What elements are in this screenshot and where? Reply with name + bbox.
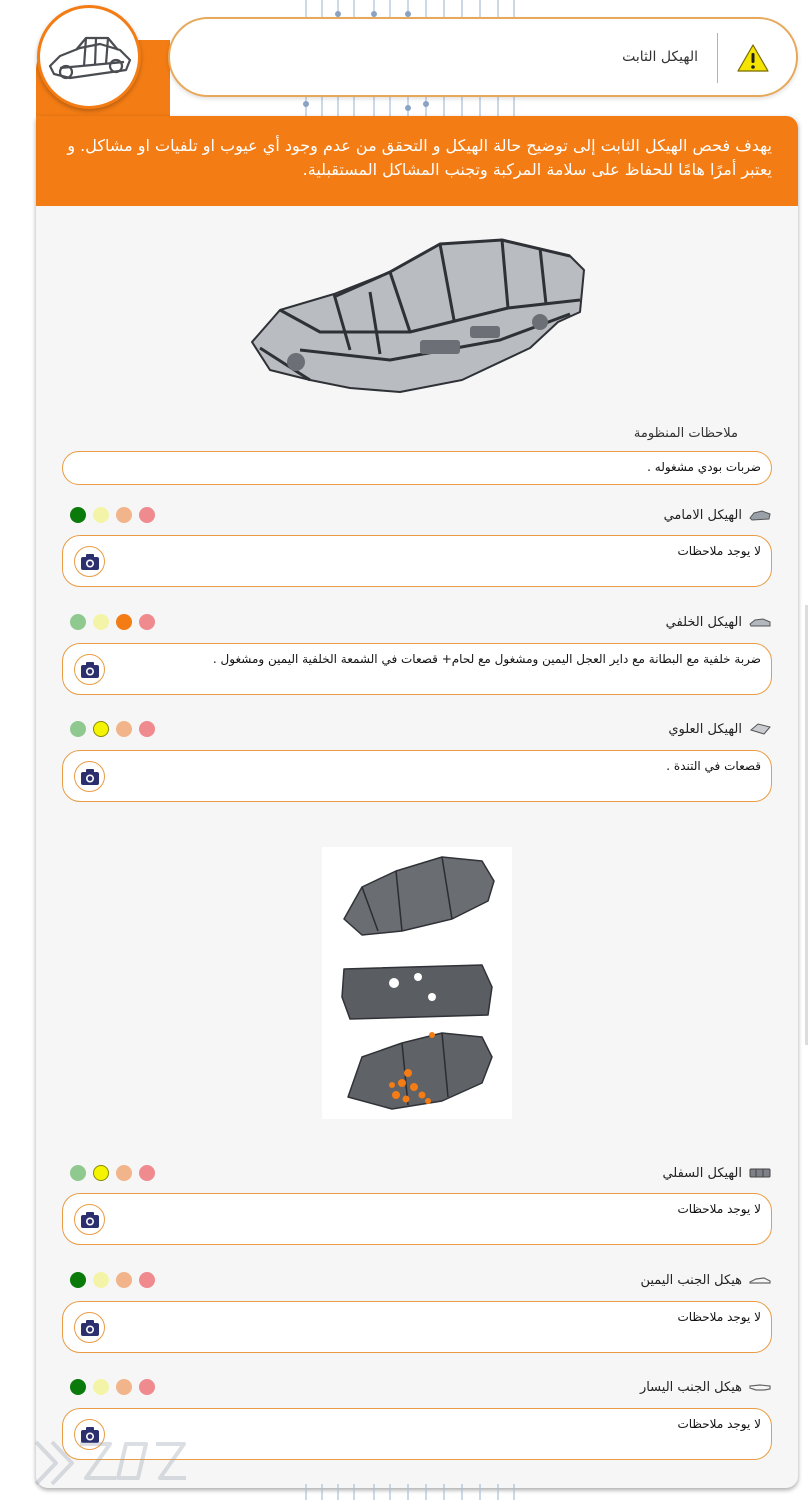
section-note-text: ضربة خلفية مع البطانة مع داير العجل اليمين ومشغول مع لحام+ قصعات في الشمعة الخلفية اليمين ومشغول . — [212, 652, 761, 666]
car-frame-avatar — [37, 5, 141, 109]
rating-dot-green[interactable] — [70, 614, 86, 630]
car-frame-thumbnail-icon — [40, 8, 138, 106]
camera-button[interactable] — [74, 654, 105, 685]
section-title-text: هيكل الجنب اليسار — [639, 1379, 742, 1395]
rating-dot-yellow[interactable] — [93, 1272, 109, 1288]
rating-dot-red[interactable] — [139, 614, 155, 630]
rating-dots-right-side-frame — [70, 1272, 155, 1288]
camera-icon — [80, 661, 100, 679]
rating-dot-green[interactable] — [70, 1165, 86, 1181]
rating-dot-green[interactable] — [70, 721, 86, 737]
rating-dot-orange[interactable] — [116, 1165, 132, 1181]
rating-dots-underbody-frame — [70, 1165, 155, 1181]
section-title-text: الهيكل الخلفي — [665, 614, 742, 630]
section-note-text: لا يوجد ملاحظات — [677, 1310, 761, 1324]
camera-button[interactable] — [74, 1312, 105, 1343]
rating-dot-green[interactable] — [70, 1272, 86, 1288]
camera-button[interactable] — [74, 761, 105, 792]
damage-diagram-image — [322, 847, 512, 1119]
section-title-underbody-frame — [662, 1163, 772, 1183]
camera-icon — [80, 553, 100, 571]
left-side-frame-icon — [748, 1380, 772, 1394]
header-divider — [717, 33, 718, 83]
right-side-frame-icon — [748, 1273, 772, 1287]
rating-dot-yellow[interactable] — [93, 1379, 109, 1395]
rating-dot-orange[interactable] — [116, 1379, 132, 1395]
roof-frame-icon — [748, 722, 772, 736]
rating-dot-yellow[interactable] — [93, 507, 109, 523]
header-bar — [168, 17, 798, 97]
camera-button[interactable] — [74, 1204, 105, 1235]
section-title-roof-frame — [668, 719, 772, 739]
decorative-lines — [300, 1484, 530, 1500]
rating-dot-orange[interactable] — [116, 721, 132, 737]
rating-dot-yellow[interactable] — [93, 1165, 109, 1181]
rating-dot-green[interactable] — [70, 1379, 86, 1395]
section-title-left-side-frame — [640, 1377, 772, 1397]
rating-dots-left-side-frame — [70, 1379, 155, 1395]
rating-dots-rear-frame — [70, 614, 155, 630]
rating-dot-orange[interactable] — [116, 507, 132, 523]
rating-dot-green[interactable] — [70, 507, 86, 523]
section-note-text: لا يوجد ملاحظات — [677, 1417, 761, 1431]
section-notes-box-front-frame — [62, 535, 772, 587]
section-note-text: لا يوجد ملاحظات — [677, 1202, 761, 1216]
rating-dot-yellow[interactable] — [93, 721, 109, 737]
rating-dot-yellow[interactable] — [93, 614, 109, 630]
warning-triangle-icon — [736, 43, 770, 73]
section-title-rear-frame — [666, 612, 772, 632]
rating-dot-red[interactable] — [139, 1165, 155, 1181]
rating-dot-orange[interactable] — [116, 614, 132, 630]
car-body-image — [240, 230, 590, 400]
section-title-text: الهيكل العلوي — [668, 721, 742, 737]
camera-icon — [80, 1319, 100, 1337]
rear-frame-icon — [748, 615, 772, 629]
rating-dots-front-frame — [70, 507, 155, 523]
scrollbar[interactable] — [805, 605, 808, 1045]
section-notes-box-rear-frame — [62, 643, 772, 695]
underbody-frame-icon — [748, 1166, 772, 1180]
watermark-logo-icon — [30, 1436, 190, 1490]
section-note-text: لا يوجد ملاحظات — [677, 544, 761, 558]
system-notes-box — [62, 451, 772, 485]
front-frame-icon — [748, 508, 772, 522]
rating-dot-red[interactable] — [139, 1379, 155, 1395]
rating-dot-red[interactable] — [139, 507, 155, 523]
intro-description: يهدف فحص الهيكل الثابت إلى توضيح حالة الهيكل و التحقق من عدم وجود أي عيوب او تلفيات او مشاكل. و يعتبر أمرًا هامًا للحفاظ على سلامة المركبة وتجنب المشاكل المستقبلية. — [36, 116, 798, 206]
section-notes-box-right-side-frame — [62, 1301, 772, 1353]
rating-dots-roof-frame — [70, 721, 155, 737]
section-notes-box-underbody-frame — [62, 1193, 772, 1245]
section-title-text: الهيكل السفلي — [662, 1165, 742, 1181]
camera-button[interactable] — [74, 546, 105, 577]
system-notes-text: ضربات بودي مشغوله . — [647, 460, 761, 474]
section-title-front-frame — [664, 505, 772, 525]
camera-icon — [80, 768, 100, 786]
rating-dot-red[interactable] — [139, 1272, 155, 1288]
rating-dot-red[interactable] — [139, 721, 155, 737]
section-title-text: الهيكل الامامي — [663, 507, 742, 523]
section-note-text: قصعات في التندة . — [666, 759, 761, 773]
decorative-lines — [300, 0, 530, 18]
system-notes-label: ملاحظات المنظومة — [633, 426, 738, 441]
decorative-lines — [300, 96, 530, 116]
section-title-right-side-frame — [640, 1270, 772, 1290]
page-title: الهيكل الثابت — [622, 49, 698, 65]
section-title-text: هيكل الجنب اليمين — [640, 1272, 742, 1288]
rating-dot-orange[interactable] — [116, 1272, 132, 1288]
camera-icon — [80, 1211, 100, 1229]
section-notes-box-roof-frame — [62, 750, 772, 802]
